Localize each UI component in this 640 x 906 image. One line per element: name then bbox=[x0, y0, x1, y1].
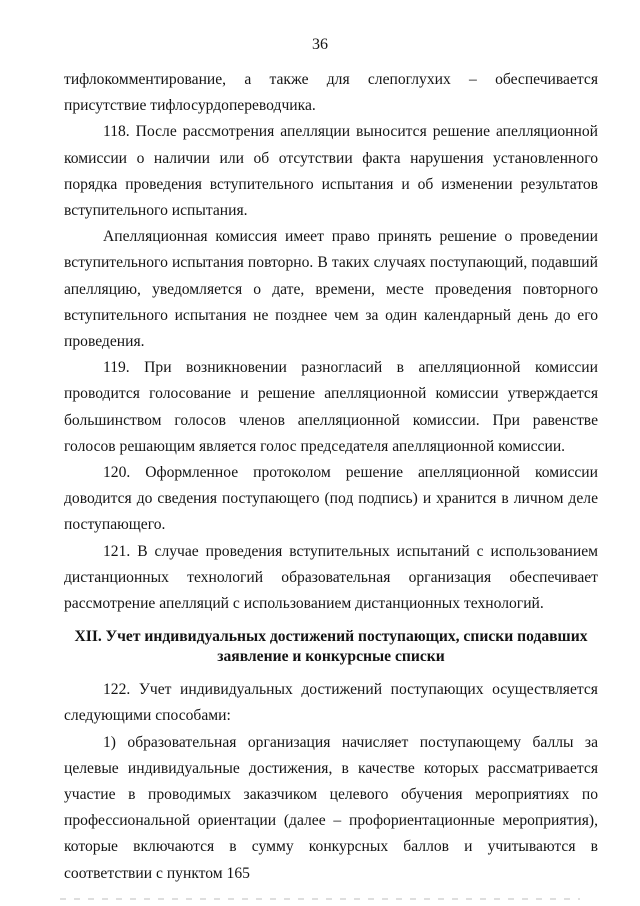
document-body bbox=[64, 67, 598, 887]
paragraph-118: 118. После рассмотрения апелляции выносится решение апелляционной комиссии о наличии или об отсутствии факта нарушения установленного порядка проведения вступительного испытания и об изменении результатов вступительного испытания. bbox=[64, 123, 598, 220]
paragraph-continuation: тифлокомментирование, а также для слепоглухих – обеспечивается присутствие тифлосурдопереводчика. bbox=[64, 71, 598, 115]
paragraph-122-item-1: 1) образовательная организация начисляет поступающему баллы за целевые индивидуальные достижения, в качестве которых рассматривается участие в проводимых заказчиком целевого обучения мероприятиях по профессиональной ориентации (далее – профориентационные мероприятия), которые включаются в сумму конкурсных баллов и учитываются в соответствии с пунктом 165 bbox=[64, 733, 598, 882]
scan-edge-artifact bbox=[60, 898, 580, 900]
section-heading bbox=[64, 627, 598, 667]
paragraph-120: 120. Оформленное протоколом решение апелляционной комиссии доводится до сведения поступающего (под подпись) и хранится в личном деле поступающего. bbox=[64, 464, 598, 534]
page-number: 36 bbox=[312, 36, 328, 53]
section-heading-line-1: XII. Учет индивидуальных достижений поступающих, списки подавших bbox=[74, 628, 588, 646]
paragraph-122: 122. Учет индивидуальных достижений поступающих осуществляется следующими способами: bbox=[64, 681, 598, 725]
section-heading-line-2: заявление и конкурсные списки bbox=[217, 648, 445, 666]
paragraph-appeal-commission-right: Апелляционная комиссия имеет право принять решение о проведении вступительного испытания повторно. В таких случаях поступающий, подавший апелляцию, уведомляется о дате, времени, месте проведения повторного вступительного испытания не позднее чем за один календарный день до его проведения. bbox=[64, 228, 598, 351]
paragraph-121: 121. В случае проведения вступительных испытаний с использованием дистанционных технологий образовательная организация обеспечивает рассмотрение апелляций с использованием дистанционных технологий. bbox=[64, 542, 598, 613]
paragraph-119: 119. При возникновении разногласий в апелляционной комиссии проводится голосование и решение апелляционной комиссии утверждается большинством голосов членов апелляционной комиссии. При равенстве голосов решающим является голос председателя апелляционной комиссии. bbox=[64, 359, 598, 455]
